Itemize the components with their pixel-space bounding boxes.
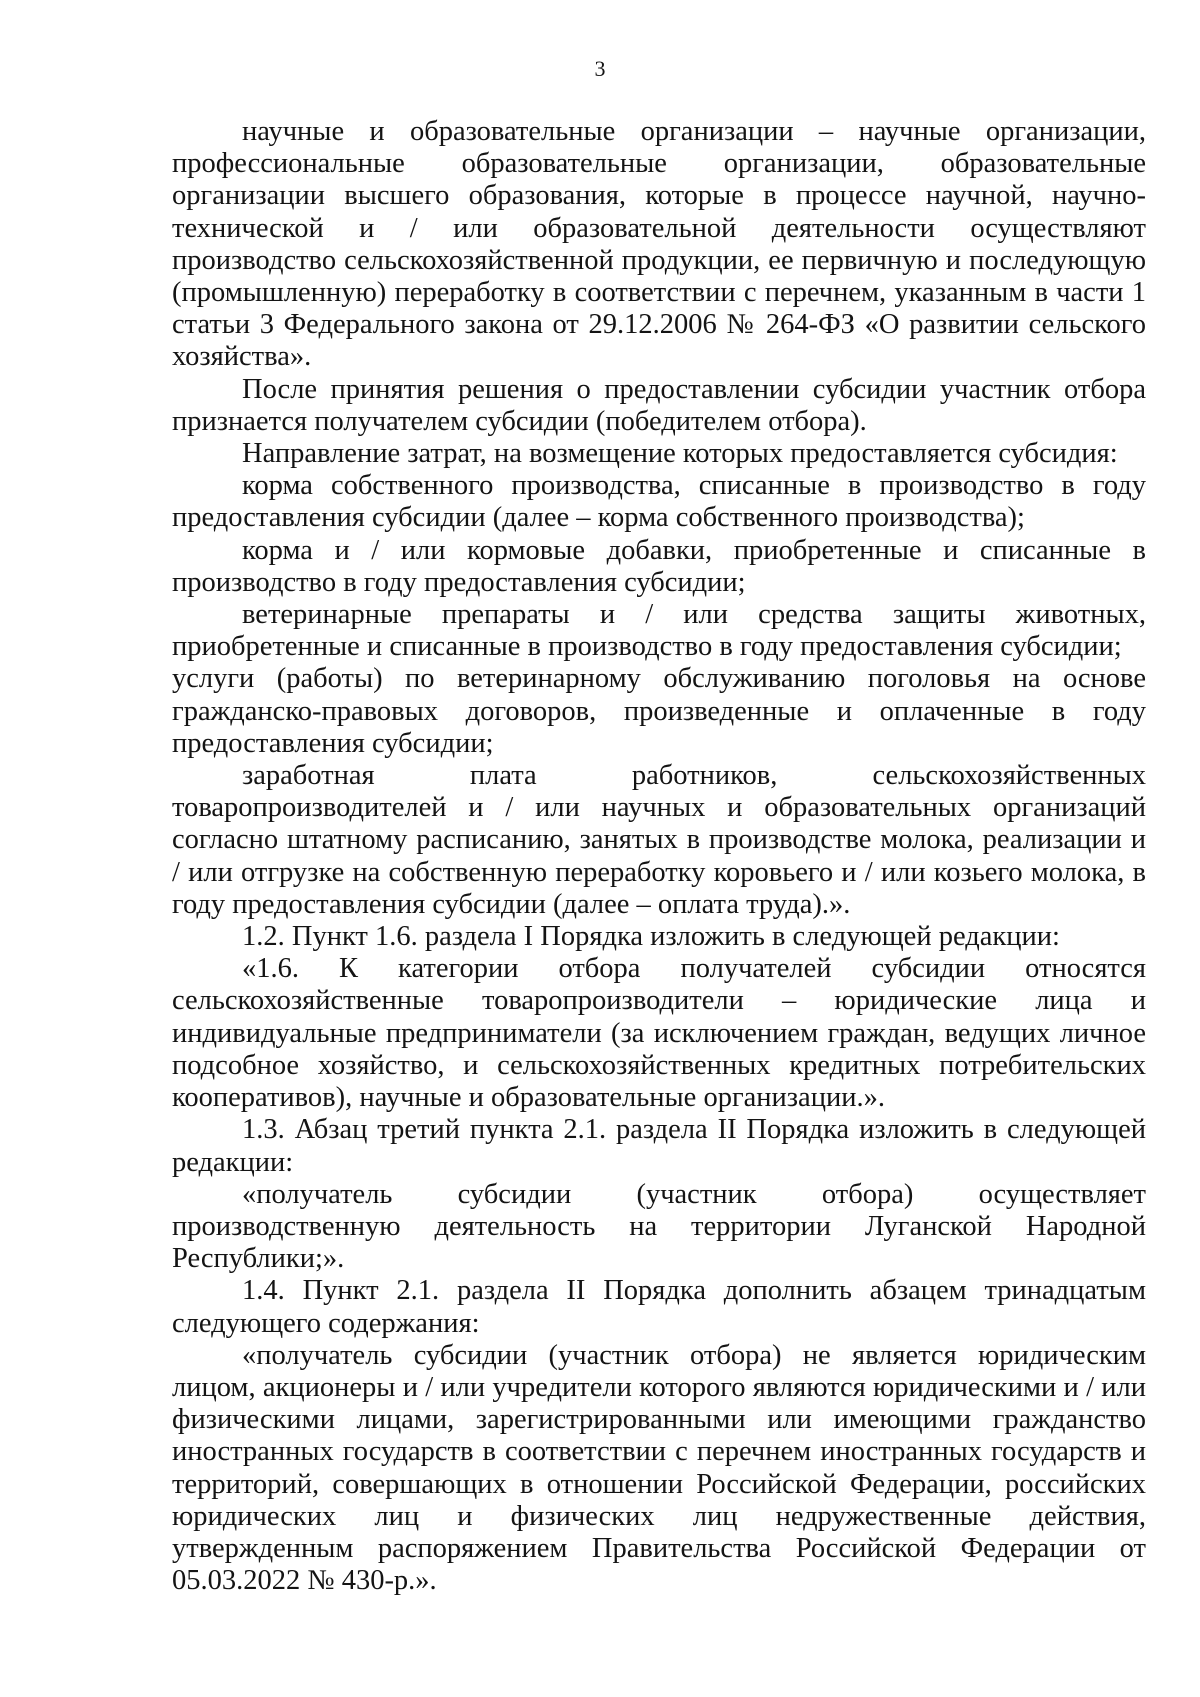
paragraph-unfriendly-states: «получатель субсидии (участник отбора) не является юридическим лицом, акционеры и / или учредители которого являются юридическими и / или физическими лицами, зарегистрированными или имеющими гражданство иностранных государств в соответствии с перечнем иностранных государств и территорий, совершающих в отношении Российской Федерации, российских юридических лиц и физических лиц недружественные действия, утвержденным распоряжением Правительства Российской Федерации от 05.03.2022 № 430-р.». <box>172 1339 1146 1597</box>
paragraph-research-organizations: научные и образовательные организации – научные организации, профессиональные образовательные организации, образовательные организации высшего образования, которые в процессе научной, научно-технической и / или образовательной деятельности осуществляют производство сельскохозяйственной продукции, ее первичную и последующую (промышленную) переработку в соответствии с перечнем, указанным в части 1 статьи 3 Федерального закона от 29.12.2006 № 264-ФЗ «О развитии сельского хозяйства». <box>172 116 1146 373</box>
paragraph-production-activity: «получатель субсидии (участник отбора) осуществляет производственную деятельность на территории Луганской Народной Республики;». <box>172 1178 1146 1275</box>
paragraph-veterinary-drugs: ветеринарные препараты и / или средства защиты животных, приобретенные и списанные в производство в году предоставления субсидии; <box>172 599 1146 663</box>
page-number: 3 <box>594 56 606 81</box>
paragraph-amendment-1-4: 1.4. Пункт 2.1. раздела II Порядка дополнить абзацем тринадцатым следующего содержания: <box>172 1275 1146 1339</box>
paragraph-own-feed: корма собственного производства, списанные в производство в году предоставления субсидии (далее – корма собственного производства); <box>172 470 1146 534</box>
document-body <box>172 116 1146 1597</box>
paragraph-feed-additives: корма и / или кормовые добавки, приобретенные и списанные в производство в году предоставления субсидии; <box>172 534 1146 598</box>
paragraph-cost-directions: Направление затрат, на возмещение которых предоставляется субсидия: <box>242 438 1118 470</box>
paragraph-amendment-1-2: 1.2. Пункт 1.6. раздела I Порядка изложить в следующей редакции: <box>242 921 1060 953</box>
paragraph-veterinary-services: услуги (работы) по ветеринарному обслуживанию поголовья на основе гражданско-правовых договоров, произведенные и оплаченные в году предоставления субсидии; <box>172 663 1146 759</box>
paragraph-clause-1-6: «1.6. К категории отбора получателей субсидии относятся сельскохозяйственные товаропроизводители – юридические лица и индивидуальные предприниматели (за исключением граждан, ведущих личное подсобное хозяйство, и сельскохозяйственных кредитных потребительских кооперативов), научные и образовательные организации.». <box>172 953 1146 1114</box>
paragraph-selection-decision: После принятия решения о предоставлении субсидии участник отбора признается получателем субсидии (победителем отбора). <box>172 373 1146 437</box>
paragraph-amendment-1-3: 1.3. Абзац третий пункта 2.1. раздела II Порядка изложить в следующей редакции: <box>172 1114 1146 1178</box>
paragraph-wages: заработная плата работников, сельскохозяйственных товаропроизводителей и / или научных и образовательных организаций согласно штатному расписанию, занятых в производстве молока, реализации и / или отгрузке на собственную переработку коровьего и / или козьего молока, в году предоставления субсидии (далее – оплата труда).». <box>172 760 1146 920</box>
